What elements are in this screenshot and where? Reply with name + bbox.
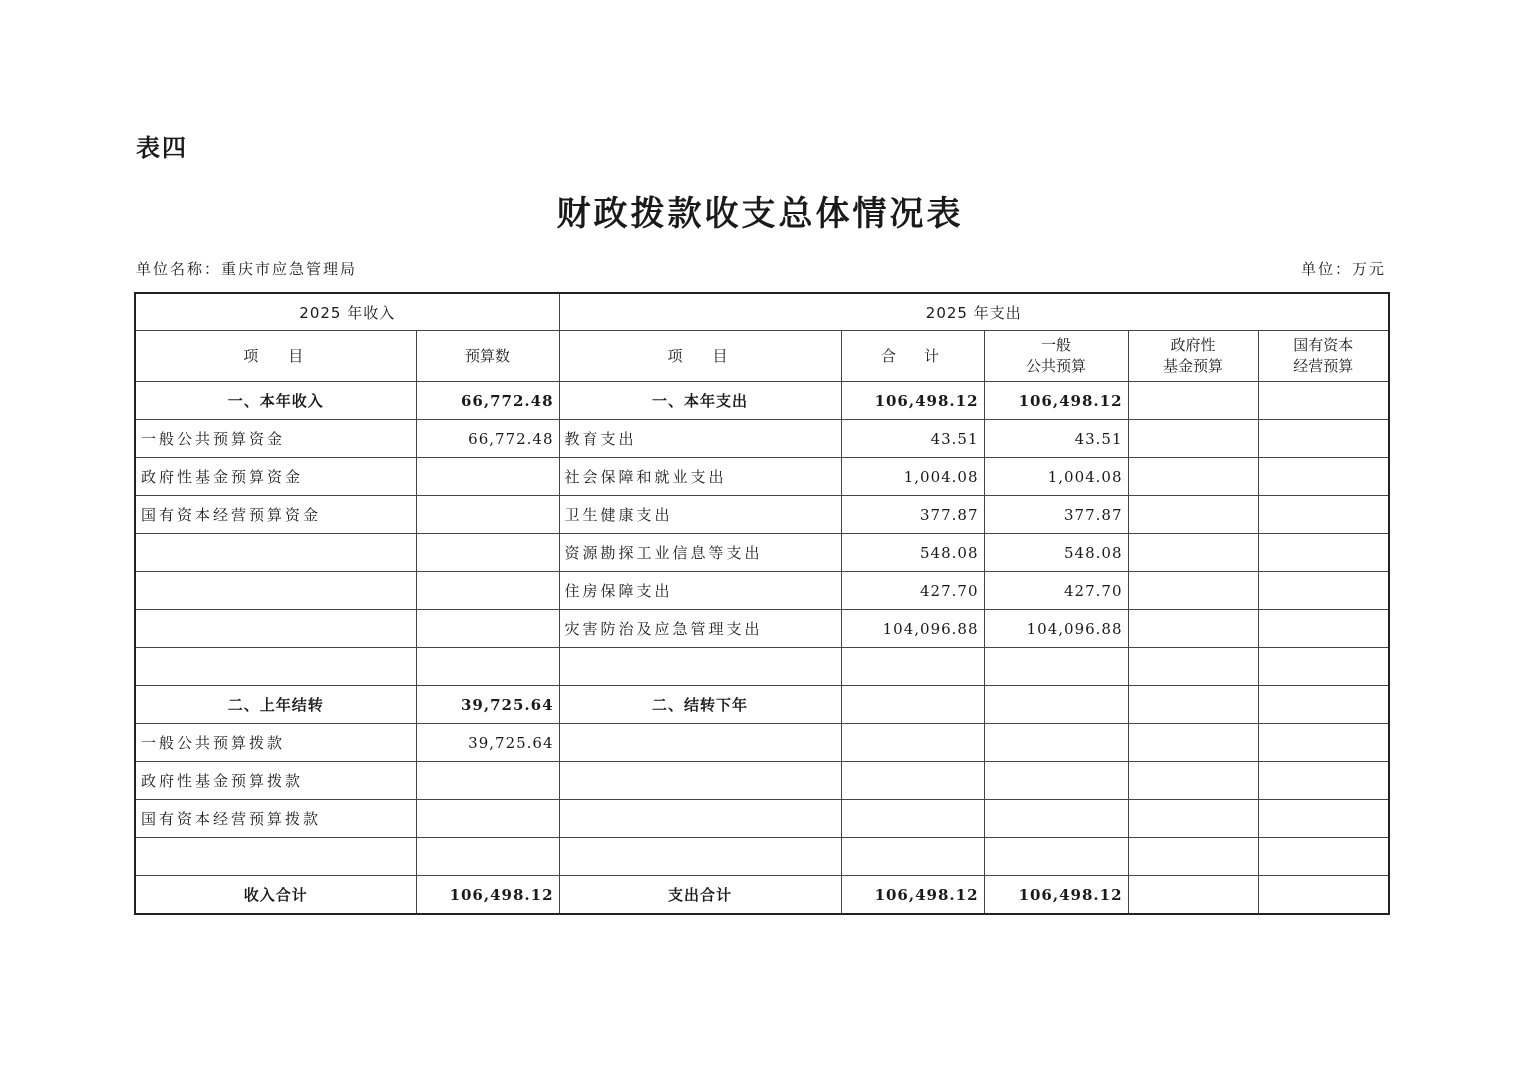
general-budget-cell: 106,498.12 <box>984 382 1128 420</box>
expense-total-cell <box>841 724 984 762</box>
expense-item-cell: 一、本年支出 <box>559 382 841 420</box>
expense-item-cell: 住房保障支出 <box>559 572 841 610</box>
document-title: 财政拨款收支总体情况表 <box>556 194 964 234</box>
expense-item-cell <box>559 762 841 800</box>
income-amount-cell: 39,725.64 <box>416 724 559 762</box>
general-budget-cell <box>984 648 1128 686</box>
col-header-total: 合计 <box>841 331 984 382</box>
unit-name-label: 单位名称：重庆市应急管理局 <box>136 260 358 278</box>
col-header-general-budget <box>984 331 1128 382</box>
col-header-general-line2: 公共预算 <box>1026 357 1087 375</box>
expense-year-header: 2025 年支出 <box>559 293 1389 331</box>
general-budget-cell <box>984 838 1128 876</box>
expense-total-cell <box>841 800 984 838</box>
fund-budget-cell <box>1128 610 1258 648</box>
general-budget-cell <box>984 762 1128 800</box>
income-amount-cell <box>416 648 559 686</box>
table-row <box>135 686 1389 724</box>
year-header-row <box>135 293 1389 331</box>
general-budget-cell <box>984 686 1128 724</box>
income-amount-cell <box>416 534 559 572</box>
income-amount-cell <box>416 610 559 648</box>
soe-budget-cell <box>1258 610 1389 648</box>
fund-budget-cell <box>1128 876 1258 915</box>
general-budget-cell: 427.70 <box>984 572 1128 610</box>
income-item-cell <box>135 572 416 610</box>
income-item-cell <box>135 610 416 648</box>
income-item-cell: 一、本年收入 <box>135 382 416 420</box>
col-header-expense-item: 项目 <box>559 331 841 382</box>
income-item-cell: 国有资本经营预算拨款 <box>135 800 416 838</box>
income-item-cell <box>135 648 416 686</box>
soe-budget-cell <box>1258 686 1389 724</box>
income-amount-cell: 106,498.12 <box>416 876 559 915</box>
table-row <box>135 420 1389 458</box>
soe-budget-cell <box>1258 876 1389 915</box>
income-item-cell <box>135 838 416 876</box>
fund-budget-cell <box>1128 572 1258 610</box>
expense-total-cell <box>841 648 984 686</box>
fund-budget-cell <box>1128 458 1258 496</box>
col-header-fund-budget <box>1128 331 1258 382</box>
income-amount-cell: 66,772.48 <box>416 420 559 458</box>
col-header-budget: 预算数 <box>416 331 559 382</box>
expense-item-cell: 二、结转下年 <box>559 686 841 724</box>
table-row <box>135 610 1389 648</box>
expense-total-cell: 377.87 <box>841 496 984 534</box>
soe-budget-cell <box>1258 648 1389 686</box>
fund-budget-cell <box>1128 724 1258 762</box>
table-row <box>135 534 1389 572</box>
income-item-cell: 一般公共预算拨款 <box>135 724 416 762</box>
income-item-cell: 一般公共预算资金 <box>135 420 416 458</box>
expense-item-cell <box>559 724 841 762</box>
expense-total-cell <box>841 686 984 724</box>
table-row <box>135 458 1389 496</box>
income-amount-cell: 39,725.64 <box>416 686 559 724</box>
budget-summary-table <box>134 292 1390 915</box>
expense-total-cell: 427.70 <box>841 572 984 610</box>
general-budget-cell: 106,498.12 <box>984 876 1128 915</box>
soe-budget-cell <box>1258 496 1389 534</box>
income-amount-cell <box>416 838 559 876</box>
expense-item-cell: 支出合计 <box>559 876 841 915</box>
general-budget-cell <box>984 724 1128 762</box>
general-budget-cell: 377.87 <box>984 496 1128 534</box>
general-budget-cell: 104,096.88 <box>984 610 1128 648</box>
income-year-header: 2025 年收入 <box>135 293 559 331</box>
soe-budget-cell <box>1258 762 1389 800</box>
expense-item-cell <box>559 800 841 838</box>
expense-item-cell: 资源勘探工业信息等支出 <box>559 534 841 572</box>
expense-total-cell: 1,004.08 <box>841 458 984 496</box>
income-amount-cell <box>416 762 559 800</box>
general-budget-cell: 43.51 <box>984 420 1128 458</box>
expense-total-cell: 43.51 <box>841 420 984 458</box>
table-row <box>135 382 1389 420</box>
soe-budget-cell <box>1258 724 1389 762</box>
income-item-cell: 二、上年结转 <box>135 686 416 724</box>
col-header-soe-line1: 国有资本 <box>1293 336 1354 354</box>
general-budget-cell: 548.08 <box>984 534 1128 572</box>
expense-item-cell <box>559 648 841 686</box>
income-item-cell: 国有资本经营预算资金 <box>135 496 416 534</box>
soe-budget-cell <box>1258 382 1389 420</box>
fund-budget-cell <box>1128 648 1258 686</box>
income-amount-cell: 66,772.48 <box>416 382 559 420</box>
col-header-soe-line2: 经营预算 <box>1293 357 1354 375</box>
soe-budget-cell <box>1258 420 1389 458</box>
table-row <box>135 648 1389 686</box>
table-row <box>135 762 1389 800</box>
expense-total-cell: 548.08 <box>841 534 984 572</box>
expense-total-cell: 104,096.88 <box>841 610 984 648</box>
expense-item-cell: 灾害防治及应急管理支出 <box>559 610 841 648</box>
expense-item-cell: 教育支出 <box>559 420 841 458</box>
table-number: 表四 <box>136 134 188 162</box>
income-amount-cell <box>416 572 559 610</box>
currency-unit-label: 单位：万元 <box>1300 260 1386 278</box>
col-header-fund-line1: 政府性 <box>1170 336 1216 354</box>
fund-budget-cell <box>1128 496 1258 534</box>
general-budget-cell: 1,004.08 <box>984 458 1128 496</box>
expense-item-cell: 卫生健康支出 <box>559 496 841 534</box>
income-amount-cell <box>416 800 559 838</box>
col-header-general-line1: 一般 <box>1041 336 1072 354</box>
col-header-income-item: 项目 <box>135 331 416 382</box>
column-header-row <box>135 331 1389 382</box>
fund-budget-cell <box>1128 382 1258 420</box>
expense-item-cell <box>559 838 841 876</box>
soe-budget-cell <box>1258 534 1389 572</box>
table-row <box>135 496 1389 534</box>
fund-budget-cell <box>1128 534 1258 572</box>
col-header-soe-budget <box>1258 331 1389 382</box>
soe-budget-cell <box>1258 572 1389 610</box>
expense-total-cell <box>841 762 984 800</box>
expense-total-cell: 106,498.12 <box>841 876 984 915</box>
income-amount-cell <box>416 496 559 534</box>
col-header-fund-line2: 基金预算 <box>1163 357 1224 375</box>
income-item-cell: 政府性基金预算资金 <box>135 458 416 496</box>
general-budget-cell <box>984 800 1128 838</box>
income-item-cell: 政府性基金预算拨款 <box>135 762 416 800</box>
table-row <box>135 572 1389 610</box>
fund-budget-cell <box>1128 686 1258 724</box>
table-row <box>135 838 1389 876</box>
fund-budget-cell <box>1128 838 1258 876</box>
soe-budget-cell <box>1258 458 1389 496</box>
table-row <box>135 876 1389 915</box>
fund-budget-cell <box>1128 800 1258 838</box>
soe-budget-cell <box>1258 838 1389 876</box>
soe-budget-cell <box>1258 800 1389 838</box>
income-amount-cell <box>416 458 559 496</box>
table-row <box>135 800 1389 838</box>
income-item-cell: 收入合计 <box>135 876 416 915</box>
fund-budget-cell <box>1128 762 1258 800</box>
expense-item-cell: 社会保障和就业支出 <box>559 458 841 496</box>
table-row <box>135 724 1389 762</box>
income-item-cell <box>135 534 416 572</box>
fund-budget-cell <box>1128 420 1258 458</box>
expense-total-cell <box>841 838 984 876</box>
expense-total-cell: 106,498.12 <box>841 382 984 420</box>
